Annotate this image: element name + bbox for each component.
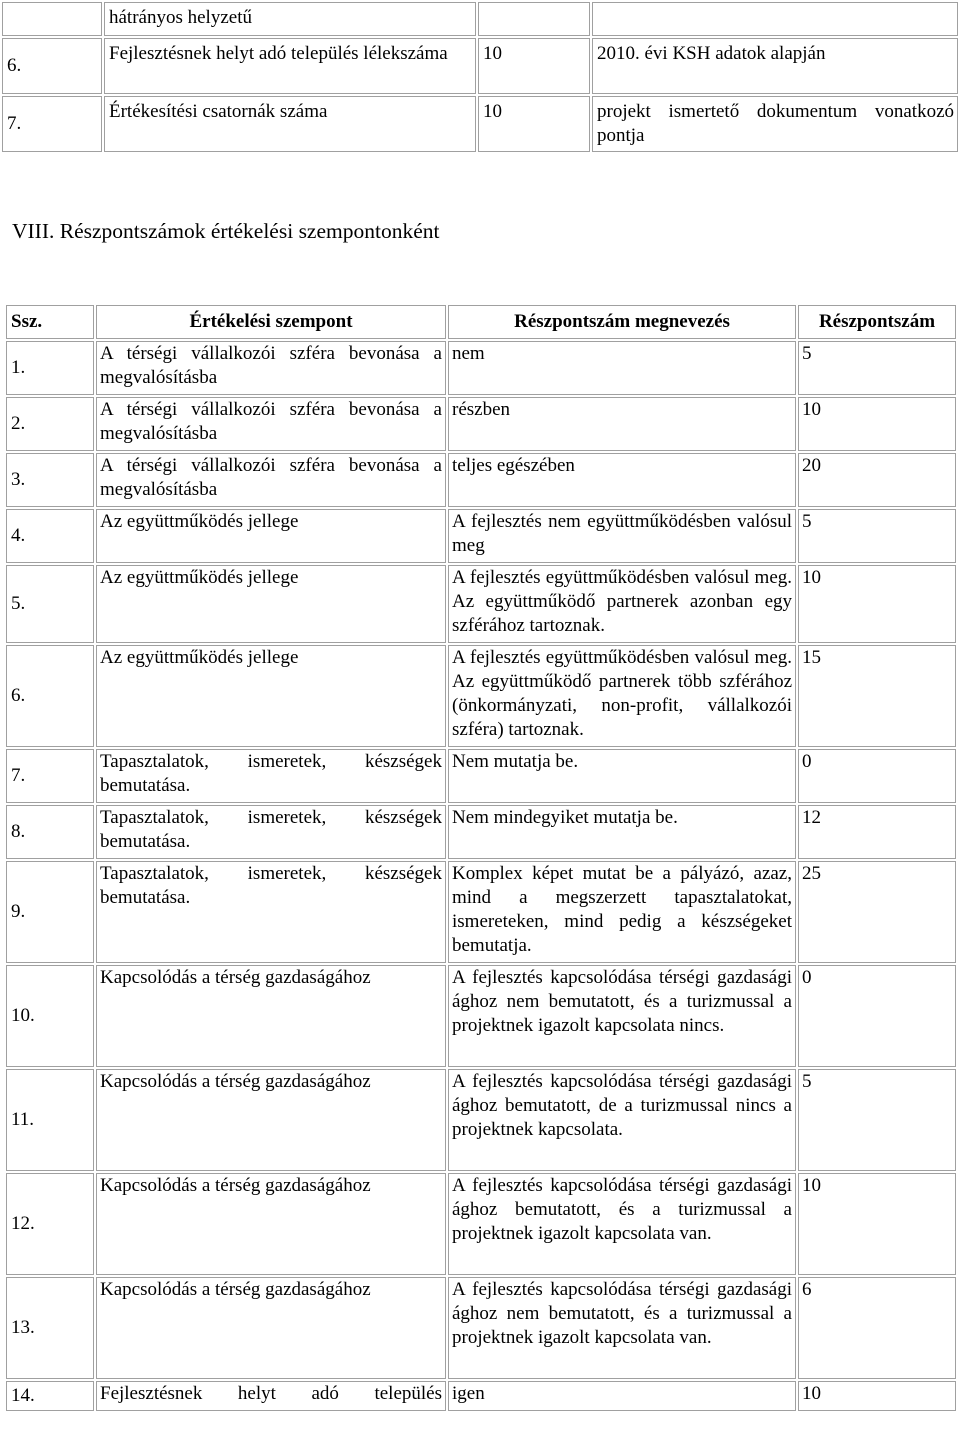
criterion-cell: Tapasztalatok, ismeretek, készségek bemutatása. [96,861,446,963]
points-cell: 5 [798,1069,956,1171]
criterion-cell: Kapcsolódás a térség gazdaságához [96,1173,446,1275]
points-cell [478,2,590,36]
row-number: 7. [2,96,102,152]
row-number: 8. [6,805,94,859]
criterion-cell: Kapcsolódás a térség gazdaságához [96,965,446,1067]
row-number: 6. [2,38,102,94]
table-row [6,965,956,1067]
header-description: Részpontszám megnevezés [448,305,796,339]
table-row [2,2,958,36]
table-row [6,805,956,859]
header-no: Ssz. [6,305,94,339]
criterion-cell: Fejlesztésnek helyt adó település lélekszáma [104,38,476,94]
table-row [6,1069,956,1171]
row-number: 3. [6,453,94,507]
table-row [6,397,956,451]
description-cell: A fejlesztés kapcsolódása térségi gazdasági ághoz nem bemutatott, és a turizmussal a projektnek igazolt kapcsolata nincs. [448,965,796,1067]
row-number: 14. [6,1381,94,1411]
points-cell: 10 [798,565,956,643]
criterion-cell: Az együttműködés jellege [96,509,446,563]
criterion-cell: Kapcsolódás a térség gazdaságához [96,1069,446,1171]
description-cell: A fejlesztés együttműködésben valósul meg. Az együttműködő partnerek több szférához (önkormányzati, non-profit, vállalkozói szféra) tartoznak. [448,645,796,747]
row-number [2,2,102,36]
header-points: Részpontszám [798,305,956,339]
criterion-cell: Az együttműködés jellege [96,645,446,747]
note-cell: 2010. évi KSH adatok alapján [592,38,958,94]
row-number: 10. [6,965,94,1067]
header-criterion: Értékelési szempont [96,305,446,339]
description-cell: nem [448,341,796,395]
row-number: 1. [6,341,94,395]
description-cell: Nem mindegyiket mutatja be. [448,805,796,859]
table-row [2,96,958,152]
table-row [6,1173,956,1275]
points-cell: 10 [798,1173,956,1275]
points-cell: 10 [798,397,956,451]
points-cell: 5 [798,341,956,395]
row-number: 12. [6,1173,94,1275]
points-cell: 5 [798,509,956,563]
criterion-cell: Értékesítési csatornák száma [104,96,476,152]
table-row [6,509,956,563]
criterion-cell: Kapcsolódás a térség gazdaságához [96,1277,446,1379]
table-row [6,645,956,747]
row-number: 6. [6,645,94,747]
criterion-cell: A térségi vállalkozói szféra bevonása a megvalósításba [96,341,446,395]
description-cell: teljes egészében [448,453,796,507]
description-cell: A fejlesztés kapcsolódása térségi gazdasági ághoz nem bemutatott, és a turizmussal a projektnek igazolt kapcsolata van. [448,1277,796,1379]
criteria-table-top [0,0,960,154]
criterion-cell: Fejlesztésnek helyt adó település [96,1381,446,1411]
note-cell [592,2,958,36]
points-cell: 0 [798,749,956,803]
points-cell: 10 [478,96,590,152]
description-cell: Nem mutatja be. [448,749,796,803]
points-cell: 10 [478,38,590,94]
description-cell: igen [448,1381,796,1411]
criterion-cell: Az együttműködés jellege [96,565,446,643]
row-number: 2. [6,397,94,451]
table-row [6,1277,956,1379]
points-cell: 10 [798,1381,956,1411]
row-number: 7. [6,749,94,803]
description-cell: A fejlesztés kapcsolódása térségi gazdasági ághoz bemutatott, és a turizmussal a projektnek igazolt kapcsolata van. [448,1173,796,1275]
points-cell: 6 [798,1277,956,1379]
description-cell: Komplex képet mutat be a pályázó, azaz, mind a megszerzett tapasztalatokat, ismereteken, mind pedig a készségeket bemutatja. [448,861,796,963]
row-number: 5. [6,565,94,643]
table-row [6,565,956,643]
points-cell: 12 [798,805,956,859]
row-number: 11. [6,1069,94,1171]
description-cell: részben [448,397,796,451]
partial-scores-table [4,303,958,1413]
criterion-cell: A térségi vállalkozói szféra bevonása a megvalósításba [96,453,446,507]
points-cell: 25 [798,861,956,963]
table-row [6,453,956,507]
table-header-row [6,305,956,339]
row-number: 4. [6,509,94,563]
description-cell: A fejlesztés nem együttműködésben valósul meg [448,509,796,563]
description-cell: A fejlesztés kapcsolódása térségi gazdasági ághoz bemutatott, de a turizmussal nincs a projektnek kapcsolata. [448,1069,796,1171]
row-number: 13. [6,1277,94,1379]
criterion-cell: Tapasztalatok, ismeretek, készségek bemutatása. [96,805,446,859]
row-number: 9. [6,861,94,963]
criterion-cell: Tapasztalatok, ismeretek, készségek bemutatása. [96,749,446,803]
points-cell: 15 [798,645,956,747]
criterion-cell: A térségi vállalkozói szféra bevonása a megvalósításba [96,397,446,451]
points-cell: 0 [798,965,956,1067]
table-row [6,861,956,963]
note-cell: projekt ismertető dokumentum vonatkozó pontja [592,96,958,152]
criterion-cell: hátrányos helyzetű [104,2,476,36]
table-row [6,341,956,395]
table-row [2,38,958,94]
description-cell: A fejlesztés együttműködésben valósul meg. Az együttműködő partnerek azonban egy szférához tartoznak. [448,565,796,643]
section-heading: VIII. Részpontszámok értékelési szempontonként [12,219,440,243]
points-cell: 20 [798,453,956,507]
table-row [6,749,956,803]
table-row [6,1381,956,1411]
